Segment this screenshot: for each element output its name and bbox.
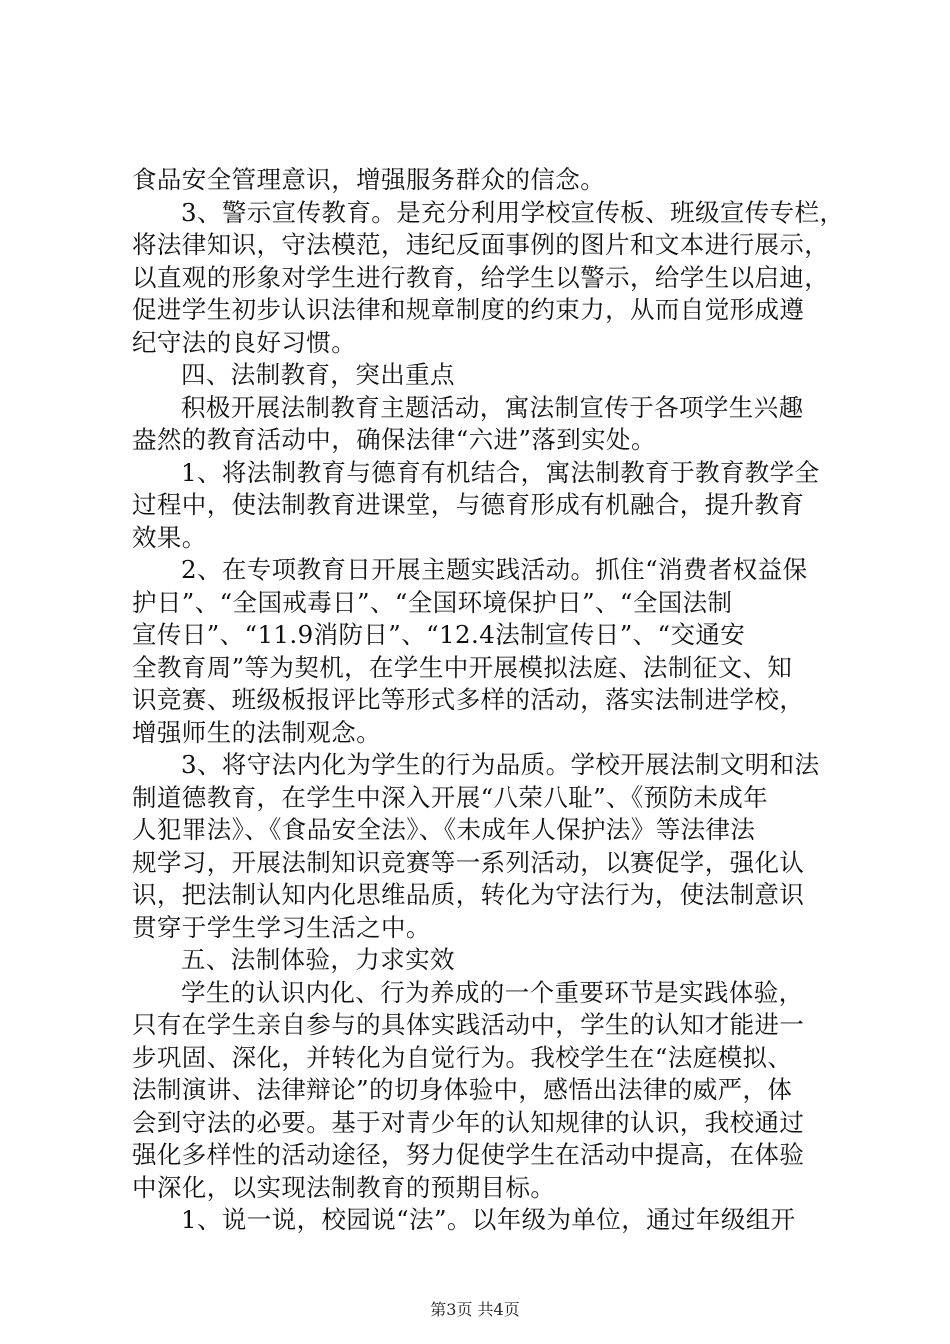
text-line: 盎然的教育活动中，确保法律“六进”落到实处。: [132, 425, 656, 454]
text-line: 步巩固、深化，并转化为自觉行为。我校学生在“法庭模拟、: [132, 1042, 793, 1072]
text-line: 促进学生初步认识法律和规章制度的约束力，从而自觉形成遵: [132, 295, 805, 324]
text-line: 以直观的形象对学生进行教育，给学生以警示，给学生以启迪，: [132, 262, 830, 292]
text-line: 1、说一说，校园说“法”。以年级为单位，通过年级组开: [181, 1205, 796, 1234]
text-line: 识竞赛、班级板报评比等形式多样的活动，落实法制进学校，: [132, 685, 805, 714]
text-line: 强化多样性的活动途径，努力促使学生在活动中提高，在体验: [132, 1140, 805, 1169]
document-body: [132, 164, 845, 1237]
text-line: 宣传日”、“11.9消防日”、“12.4法制宣传日”、“交通安: [132, 620, 746, 649]
text-line: 护日”、“全国戒毒日”、“全国环境保护日”、“全国法制: [132, 587, 733, 617]
text-line: 会到守法的必要。基于对青少年的认知规律的认识，我校通过: [132, 1107, 805, 1137]
text-line: 过程中，使法制教育进课堂，与德育形成有机融合，提升教育: [132, 490, 805, 519]
text-line: 纪守法的良好习惯。: [132, 327, 357, 357]
text-line: 制道德教育，在学生中深入开展“八荣八耻”、《预防未成年: [132, 782, 769, 812]
text-line: 3、将守法内化为学生的行为品质。学校开展法制文明和法: [181, 750, 820, 779]
text-line: 规学习，开展法制知识竞赛等一系列活动，以赛促学，强化认: [132, 847, 805, 877]
text-line: 效果。: [132, 522, 207, 552]
text-line: 全教育周”等为契机，在学生中开展模拟法庭、法制征文、知: [132, 652, 793, 682]
text-line: 1、将法制教育与德育有机结合，寓法制教育于教育教学全: [181, 457, 820, 487]
text-line: 3、警示宣传教育。是充分利用学校宣传板、班级宣传专栏，: [181, 197, 845, 227]
text-line: 2、在专项教育日开展主题实践活动。抓住“消费者权益保: [181, 555, 808, 584]
text-line: 贯穿于学生学习生活之中。: [132, 912, 431, 942]
text-line: 人犯罪法》、《食品安全法》、《未成年人保护法》等法律法: [132, 815, 756, 844]
text-line: 学生的认识内化、行为养成的一个重要环节是实践体验，: [181, 977, 804, 1007]
text-line: 中深化，以实现法制教育的预期目标。: [132, 1172, 556, 1202]
text-line: 法制演讲、法律辩论”的切身体验中，感悟出法律的威严，体: [132, 1075, 793, 1104]
text-line: 将法律知识，守法模范，违纪反面事例的图片和文本进行展示，: [132, 230, 830, 259]
text-line: 五、法制体验，力求实效: [181, 945, 455, 974]
page-footer: 第3页 共4页: [430, 1300, 520, 1319]
text-line: 只有在学生亲自参与的具体实践活动中，学生的认知才能进一: [132, 1010, 805, 1039]
text-line: 识，把法制认知内化思维品质，转化为守法行为，使法制意识: [132, 880, 805, 909]
text-line: 四、法制教育，突出重点: [181, 360, 455, 389]
text-line: 增强师生的法制观念。: [132, 717, 381, 747]
text-line: 积极开展法制教育主题活动，寓法制宣传于各项学生兴趣: [181, 392, 804, 422]
text-line: 食品安全管理意识，增强服务群众的信念。: [132, 165, 606, 194]
